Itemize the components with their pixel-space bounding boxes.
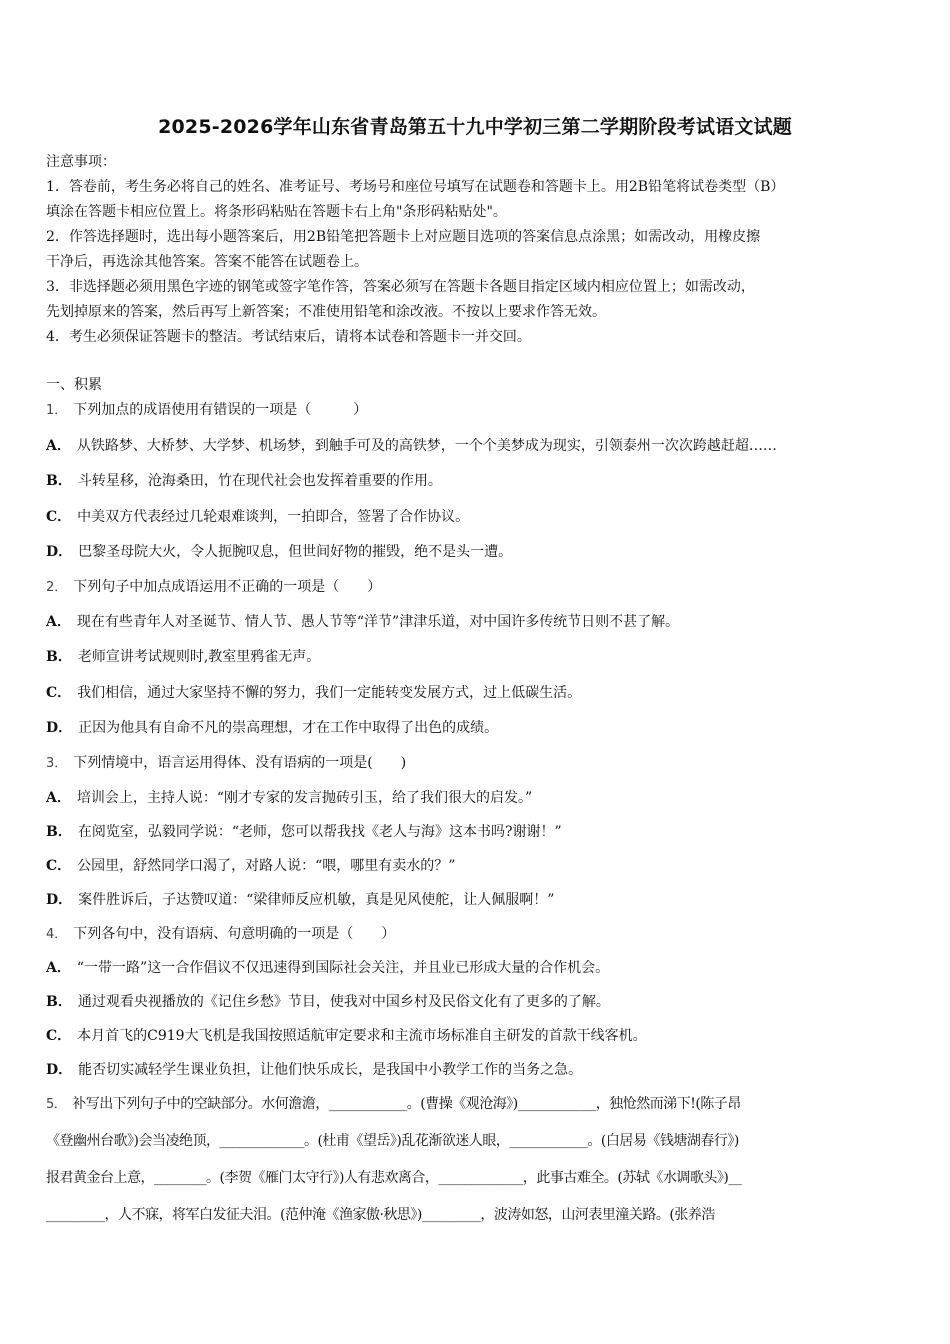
option-d: [46, 890, 908, 910]
option-text: 培训会上，主持人说：“刚才专家的发言抛砖引玉，给了我们很大的启发。”: [76, 790, 533, 806]
option-c: [46, 1026, 908, 1046]
option-a: [46, 436, 908, 456]
option-text: 现在有些青年人对圣诞节、情人节、愚人节等“洋节”津津乐道，对中国许多传统节日则不甚了解。: [76, 614, 680, 630]
option-letter: C．: [46, 509, 72, 525]
fill-blank-line: 《登幽州台歌》)会当凌绝顶，_____________。(杜甫《望岳》)乱花渐欲迷人眼，____________。(白居易《钱塘湖春行》): [46, 1133, 739, 1149]
option-text: 老师宣讲考试规则时,教室里鸦雀无声。: [77, 649, 321, 665]
page-title: 2025-2026学年山东省青岛第五十九中学初三第二学期阶段考试语文试题: [158, 116, 792, 138]
fill-blank-line: 补写出下列句子中的空缺部分。水何澹澹，____________。(曹操《观沧海》)____________，独怆然而涕下!(陈子昂: [72, 1096, 741, 1112]
option-text: 斗转星移，沧海桑田，竹在现代社会也发挥着重要的作用。: [77, 473, 442, 489]
option-b: [46, 822, 908, 842]
option-letter: B．: [46, 994, 72, 1010]
option-text: 通过观看央视播放的《记住乡愁》节目，使我对中国乡村及民俗文化有了更多的了解。: [77, 994, 610, 1010]
option-text: 巴黎圣母院大火，令人扼腕叹息，但世间好物的摧毁，绝不是头一遭。: [78, 544, 513, 560]
question-text: 下列情境中，语言运用得体、没有语病的一项是( ): [73, 755, 407, 771]
fill-blank-line: _________，人不寐，将军白发征夫泪。(范仲淹《渔家傲·秋思》)_________，波涛如怒，山河表里潼关路。(张养浩: [46, 1207, 715, 1223]
option-c: [46, 683, 908, 703]
option-letter: C．: [46, 685, 72, 701]
option-letter: A．: [46, 960, 71, 976]
notice-line: 干净后，再选涂其他答案。答案不能答在试题卷上。: [46, 254, 368, 270]
question-number: 3．: [46, 756, 68, 771]
fill-blank-line: 报君黄金台上意，________。(李贺《雁门太守行》)人有悲欢离合，_____________，此事古难全。(苏轼《水调歌头》)__: [46, 1170, 742, 1186]
question-stem: [46, 577, 908, 598]
notice-heading: 注意事项：: [46, 154, 116, 170]
notice-line: 先划掉原来的答案，然后再写上新答案；不准使用铅笔和涂改液。不按以上要求作答无效。: [46, 304, 606, 320]
option-d: [46, 1060, 908, 1080]
option-letter: A．: [46, 614, 71, 630]
question-number: 1．: [46, 403, 68, 418]
option-text: 在阅览室，弘毅同学说：“老师，您可以帮我找《老人与海》这本书吗?谢谢！”: [77, 824, 562, 840]
option-text: 本月首飞的C919大飞机是我国按照适航审定要求和主流市场标准自主研发的首款干线客机。: [77, 1028, 647, 1044]
option-letter: D．: [46, 892, 73, 908]
option-letter: D．: [46, 544, 73, 560]
option-text: 案件胜诉后，子达赞叹道：“梁律师反应机敏，真是见风使舵，让人佩服啊！”: [78, 892, 555, 908]
question-number: 4．: [46, 927, 68, 942]
question-number: 2．: [46, 580, 68, 595]
question-stem: [46, 924, 908, 945]
question-text: 下列加点的成语使用有错误的一项是（ ）: [73, 402, 368, 418]
option-letter: B．: [46, 649, 72, 665]
option-letter: A．: [46, 790, 71, 806]
option-text: “一带一路”这一合作倡议不仅迅速得到国际社会关注，并且业已形成大量的合作机会。: [76, 960, 610, 976]
option-c: [46, 507, 908, 527]
option-d: [46, 542, 908, 562]
question-stem: [46, 400, 908, 421]
option-text: 我们相信，通过大家坚持不懈的努力，我们一定能转变发展方式，过上低碳生活。: [77, 685, 582, 701]
question-stem: [46, 753, 908, 774]
option-letter: A．: [46, 438, 71, 454]
option-text: 从铁路梦、大桥梦、大学梦、机场梦，到触手可及的高铁梦，一个个美梦成为现实，引领泰州一次次跨越赶超……: [76, 438, 777, 454]
option-b: [46, 992, 908, 1012]
option-b: [46, 471, 908, 491]
option-d: [46, 718, 908, 738]
notice-line: 填涂在答题卡相应位置上。将条形码粘贴在答题卡右上角"条形码粘贴处"。: [46, 204, 507, 220]
option-text: 公园里，舒然同学口渴了，对路人说：“喂，哪里有卖水的？”: [77, 858, 456, 874]
question-number: 5．: [46, 1097, 67, 1112]
option-c: [46, 856, 908, 876]
option-letter: D．: [46, 720, 73, 736]
question-text: 下列句子中加点成语运用不正确的一项是（ ）: [73, 579, 382, 595]
option-text: 能否切实减轻学生课业负担，让他们快乐成长，是我国中小教学工作的当务之急。: [78, 1062, 583, 1078]
question-text: 下列各句中，没有语病、句意明确的一项是（ ）: [73, 926, 396, 942]
option-letter: B．: [46, 824, 72, 840]
option-a: [46, 788, 908, 808]
question-stem: [46, 1094, 908, 1115]
notice-line: 4．考生必须保证答题卡的整洁。考试结束后，请将本试卷和答题卡一并交回。: [46, 329, 531, 345]
option-a: [46, 612, 908, 632]
option-b: [46, 647, 908, 667]
section-heading: 一、积累: [46, 377, 102, 393]
notice-line: 2．作答选择题时，选出每小题答案后，用2B铅笔把答题卡上对应题目选项的答案信息点涂黑；如需改动，用橡皮擦: [46, 229, 761, 245]
option-letter: D．: [46, 1062, 73, 1078]
notice-line: 3．非选择题必须用黑色字迹的钢笔或签字笔作答，答案必须写在答题卡各题目指定区域内相应位置上；如需改动，: [46, 279, 755, 295]
option-letter: C．: [46, 1028, 72, 1044]
option-a: [46, 958, 908, 978]
option-text: 正因为他具有自命不凡的崇高理想，才在工作中取得了出色的成绩。: [78, 720, 499, 736]
notice-line: 1．答卷前，考生务必将自己的姓名、准考证号、考场号和座位号填写在试题卷和答题卡上。用2B铅笔将试卷类型（B）: [46, 179, 785, 195]
option-text: 中美双方代表经过几轮艰难谈判，一拍即合，签署了合作协议。: [77, 509, 470, 525]
option-letter: B．: [46, 473, 72, 489]
option-letter: C．: [46, 858, 72, 874]
